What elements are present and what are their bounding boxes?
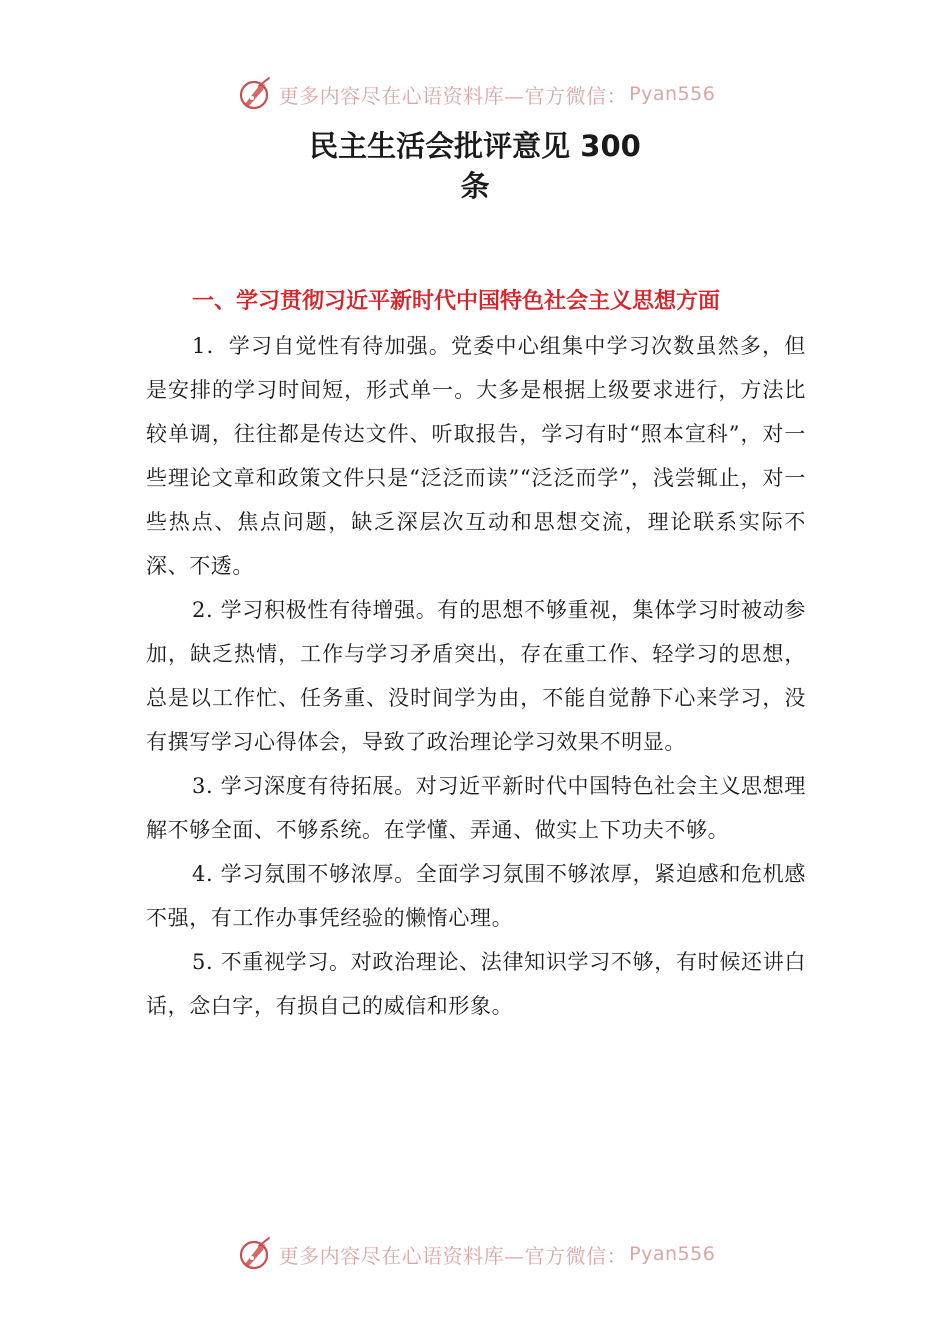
watermark-text: 更多内容尽在心语资料库—官方微信：	[278, 1243, 628, 1268]
section-heading: 一、学习贯彻习近平新时代中国特色社会主义思想方面	[192, 289, 721, 314]
paragraph-4: 4. 学习氛围不够浓厚。全面学习氛围不够浓厚，紧迫感和危机感不强，有工作办事凭经验的懒惰心理。	[146, 862, 806, 930]
paragraph-3: 3. 学习深度有待拓展。对习近平新时代中国特色社会主义思想理解不够全面、不够系统。在学懂、弄通、做实上下功夫不够。	[146, 774, 806, 842]
paragraph-5: 5. 不重视学习。对政治理论、法律知识学习不够，有时候还讲白话，念白字，有损自己的威信和形象。	[146, 950, 806, 1018]
watermark-text: 更多内容尽在心语资料库—官方微信：	[278, 83, 628, 108]
footer-watermark	[0, 1234, 950, 1274]
watermark-wechat-id: Pyan556	[629, 83, 716, 105]
header-watermark	[0, 74, 950, 114]
watermark-wechat-id: Pyan556	[629, 1243, 716, 1265]
pen-nib-logo-icon	[235, 1234, 275, 1274]
document-title	[0, 126, 950, 206]
paragraph-1: 1．学习自觉性有待加强。党委中心组集中学习次数虽然多，但是安排的学习时间短，形式单一。大多是根据上级要求进行，方法比较单调，往往都是传达文件、听取报告，学习有时“照本宣科”，对一些理论文章和政策文件只是“泛泛而读”“泛泛而学”，浅尝辄止，对一些热点、焦点问题，缺乏深层次互动和思想交流，理论联系实际不深、不透。	[146, 334, 806, 578]
title-line-2: 条	[460, 169, 490, 203]
pen-nib-logo-icon	[235, 74, 275, 114]
paragraph-2: 2. 学习积极性有待增强。有的思想不够重视，集体学习时被动参加，缺乏热情，工作与学习矛盾突出，存在重工作、轻学习的思想，总是以工作忙、任务重、没时间学为由，不能自觉静下心来学习，没有撰写学习心得体会，导致了政治理论学习效果不明显。	[146, 598, 806, 754]
title-line-1: 民主生活会批评意见 300	[309, 129, 641, 163]
document-body	[146, 280, 806, 1028]
